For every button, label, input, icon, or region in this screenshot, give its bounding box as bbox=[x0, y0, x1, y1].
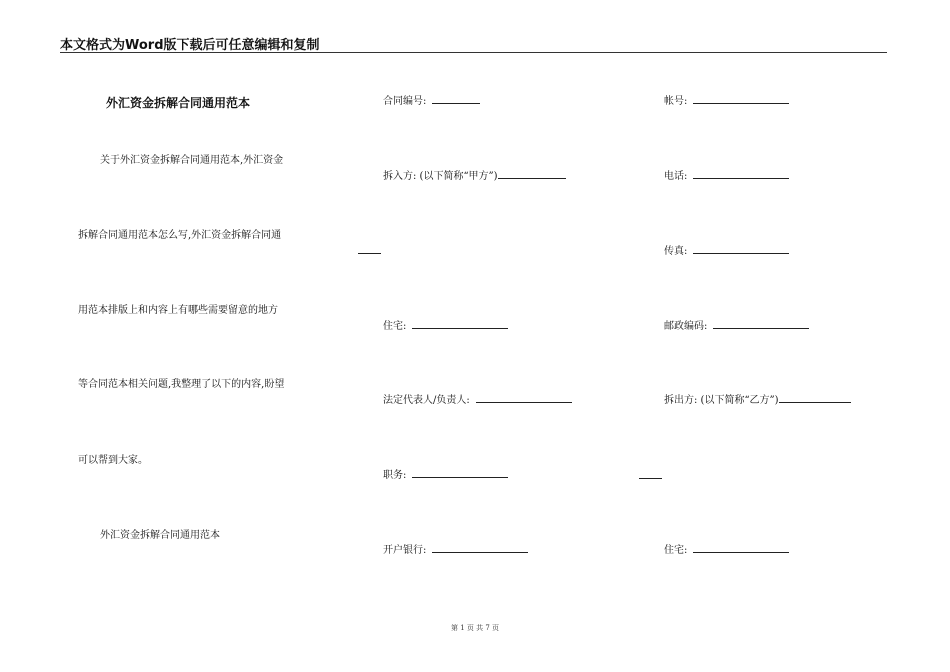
position-label: 职务: bbox=[383, 470, 407, 481]
right-address-label: 住宅: bbox=[664, 545, 688, 556]
intro-line-3: 用范本排版上和内容上有哪些需要留意的地方 bbox=[78, 305, 278, 316]
fax-field bbox=[664, 244, 789, 258]
bank-blank bbox=[432, 543, 528, 553]
legal-rep-blank bbox=[476, 393, 572, 403]
contract-number-blank bbox=[432, 94, 480, 104]
postcode-field bbox=[664, 319, 809, 333]
intro-line-1: 关于外汇资金拆解合同通用范本,外汇资金 bbox=[100, 155, 284, 166]
contract-number-field bbox=[383, 94, 480, 108]
borrower-field bbox=[664, 393, 851, 407]
legal-rep-label: 法定代表人/负责人: bbox=[383, 395, 470, 406]
lender-field bbox=[383, 169, 566, 183]
lender-label: 拆入方: (以下简称“甲方”) bbox=[383, 171, 498, 182]
phone-field bbox=[664, 169, 789, 183]
legal-rep-field bbox=[383, 393, 572, 407]
intro-line-5: 可以帮到大家。 bbox=[78, 455, 148, 466]
lender-blank-continuation bbox=[358, 253, 381, 254]
page-number: 第 1 页 共 7 页 bbox=[450, 624, 500, 632]
borrower-blank bbox=[779, 393, 851, 403]
header-divider bbox=[60, 52, 887, 53]
middle-address-field bbox=[383, 319, 508, 333]
bank-field bbox=[383, 543, 528, 557]
postcode-label: 邮政编码: bbox=[664, 321, 708, 332]
document-title: 外汇资金拆解合同通用范本 bbox=[106, 96, 251, 110]
borrower-blank-continuation bbox=[639, 478, 662, 479]
phone-blank bbox=[693, 169, 789, 179]
contract-number-label: 合同编号: bbox=[383, 96, 427, 107]
document-header: 本文格式为Word版下载后可任意编辑和复制 bbox=[60, 38, 320, 53]
middle-address-label: 住宅: bbox=[383, 321, 407, 332]
intro-line-4: 等合同范本相关问题,我整理了以下的内容,盼望 bbox=[78, 379, 285, 390]
fax-blank bbox=[693, 244, 789, 254]
contract-subtitle: 外汇资金拆解合同通用范本 bbox=[100, 530, 220, 541]
position-blank bbox=[412, 468, 508, 478]
borrower-label: 拆出方: (以下简称“乙方”) bbox=[664, 395, 779, 406]
bank-label: 开户银行: bbox=[383, 545, 427, 556]
lender-blank bbox=[498, 169, 566, 179]
phone-label: 电话: bbox=[664, 171, 688, 182]
right-address-field bbox=[664, 543, 789, 557]
intro-line-2: 拆解合同通用范本怎么写,外汇资金拆解合同通 bbox=[78, 230, 282, 241]
account-label: 帐号: bbox=[664, 96, 688, 107]
postcode-blank bbox=[713, 319, 809, 329]
middle-address-blank bbox=[412, 319, 508, 329]
position-field bbox=[383, 468, 508, 482]
account-blank bbox=[693, 94, 789, 104]
right-address-blank bbox=[693, 543, 789, 553]
fax-label: 传真: bbox=[664, 246, 688, 257]
account-field bbox=[664, 94, 789, 108]
